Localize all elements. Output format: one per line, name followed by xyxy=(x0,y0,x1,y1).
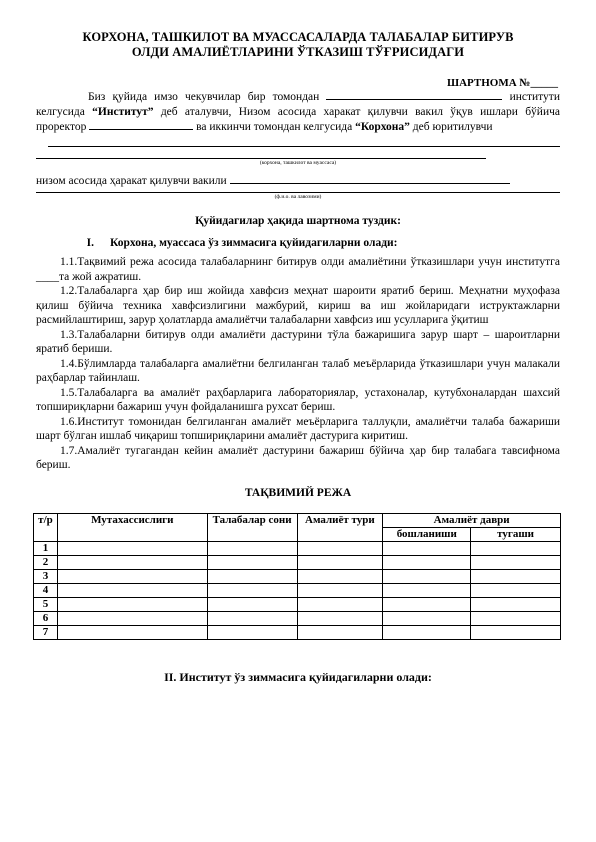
cell[interactable] xyxy=(383,583,471,597)
cell[interactable] xyxy=(207,569,297,583)
header-count: Талабалар сони xyxy=(207,513,297,541)
cell[interactable] xyxy=(471,569,561,583)
header-specialty: Мутахассислиги xyxy=(57,513,207,541)
cell[interactable] xyxy=(297,555,383,569)
table-row xyxy=(34,611,561,625)
agreement-heading: Қуйидагилар ҳақида шартнома туздик: xyxy=(195,215,401,227)
cell[interactable] xyxy=(297,541,383,555)
cell[interactable] xyxy=(297,625,383,639)
name-caption: (ф.и.о. ва лавозими) xyxy=(274,194,322,200)
representative-line xyxy=(36,173,560,189)
header-end: тугаши xyxy=(471,527,561,541)
cell[interactable] xyxy=(57,597,207,611)
cell[interactable] xyxy=(297,583,383,597)
section-1-item: 1.4.Бўлимларда талабаларга амалиётни белгиланган талаб меъёрларида ўтказишлари учун малакали раҳбарлар тайинлаш. xyxy=(36,357,560,384)
org-name-line-2[interactable] xyxy=(36,147,486,159)
representative-blank[interactable] xyxy=(230,173,510,184)
section-1-number: I. xyxy=(86,237,94,249)
table-row xyxy=(34,625,561,639)
intro-text-2: институти келгусида xyxy=(36,91,560,118)
cell[interactable] xyxy=(207,611,297,625)
institute-term: “Институт” xyxy=(92,105,154,118)
cell[interactable] xyxy=(297,597,383,611)
row-number: 2 xyxy=(34,555,58,569)
row-number: 7 xyxy=(34,625,58,639)
cell[interactable] xyxy=(207,597,297,611)
section-1-title: Корхона, муассаса ўз зиммасига қуйидагиларни олади: xyxy=(110,237,398,249)
cell[interactable] xyxy=(207,625,297,639)
cell[interactable] xyxy=(383,625,471,639)
intro-text-1: Биз қуйида имзо чекувчилар бир томондан xyxy=(88,91,320,103)
cell[interactable] xyxy=(57,625,207,639)
row-number: 4 xyxy=(34,583,58,597)
row-number: 5 xyxy=(34,597,58,611)
intro-paragraph xyxy=(36,89,560,135)
title-line-2: ОЛДИ АМАЛИЁТЛАРИНИ ЎТКАЗИШ ТЎҒРИСИДАГИ xyxy=(131,45,465,59)
cell[interactable] xyxy=(57,555,207,569)
cell[interactable] xyxy=(207,583,297,597)
cell[interactable] xyxy=(471,583,561,597)
section-1-heading xyxy=(36,237,560,249)
contract-number: ШАРТНОМА №_____ xyxy=(447,77,558,89)
cell[interactable] xyxy=(383,611,471,625)
row-number: 3 xyxy=(34,569,58,583)
intro-text-3: деб аталувчи, Низом асосида харакат қилувчи вакил ўқув ишлари бўйича проректор xyxy=(36,105,560,133)
company-term: “Корхона” xyxy=(355,121,410,133)
cell[interactable] xyxy=(297,611,383,625)
cell[interactable] xyxy=(471,611,561,625)
section-1-item: 1.3.Талабаларни битирув олди амалиёти дастурини тўла бажаришига зарур шарт – шароитларни яратиб бериши. xyxy=(36,328,560,355)
header-start: бошланиши xyxy=(383,527,471,541)
document-page xyxy=(36,30,560,685)
section-2-heading: II. Институт ўз зиммасига қуйидагиларни олади: xyxy=(164,669,432,684)
row-number: 1 xyxy=(34,541,58,555)
table-row xyxy=(34,541,561,555)
org-name-line-1[interactable] xyxy=(48,135,560,147)
prorector-name-blank[interactable] xyxy=(89,119,193,130)
intro-text-5: деб юритилувчи xyxy=(412,121,493,133)
table-row xyxy=(34,597,561,611)
cell[interactable] xyxy=(383,569,471,583)
cell[interactable] xyxy=(57,569,207,583)
institute-name-blank[interactable] xyxy=(326,89,502,100)
header-type: Амалиёт тури xyxy=(297,513,383,541)
header-period: Амалиёт даври xyxy=(383,513,561,527)
org-caption: (корхона, ташкилот ва муассаса) xyxy=(259,159,337,166)
section-1-item: 1.5.Талабаларга ва амалиёт раҳбарларига лабораториялар, устахоналар, кутубхоналардан шахсий топшириқларни бажариш учун фойдаланишга рухсат бериш. xyxy=(36,386,560,413)
cell[interactable] xyxy=(471,541,561,555)
section-1-item: 1.1.Тақвимий режа асосида талабаларнинг битирув олди амалиётини ўтказишлари учун институтга ____та жой ажратиш. xyxy=(36,256,560,283)
cell[interactable] xyxy=(471,555,561,569)
cell[interactable] xyxy=(471,625,561,639)
representative-text: низом асосида ҳаракат қилувчи вакили xyxy=(36,174,227,187)
section-1-item: 1.6.Институт томонидан белгиланган амалиёт меъёрларига таллуқли, амалиётчи талаба бажариши шарт бўлган ишлаб чиқариш топшириқларини амалиёт дастурига киритиш. xyxy=(36,415,560,442)
cell[interactable] xyxy=(297,569,383,583)
cell[interactable] xyxy=(57,541,207,555)
schedule-table xyxy=(33,513,561,640)
table-row xyxy=(34,555,561,569)
cell[interactable] xyxy=(57,583,207,597)
section-1-items xyxy=(36,255,560,473)
cell[interactable] xyxy=(207,555,297,569)
cell[interactable] xyxy=(383,597,471,611)
schedule-title: ТАҚВИМИЙ РЕЖА xyxy=(244,486,352,499)
section-1-item: 1.2.Талабаларга ҳар бир иш жойида хавфсиз меҳнат шароити яратиб бериш. Меҳнатни муҳофаза қилиш бўйича техника хавфсизлигини мажбурий, кириш ва иш жойларидаги иструктажларни расмийлаштириш, зарур ҳолатларда амалиётчи талабаларни хавфсиз иш усулларига ўқитиш xyxy=(36,285,560,326)
cell[interactable] xyxy=(383,555,471,569)
table-row xyxy=(34,583,561,597)
cell[interactable] xyxy=(471,597,561,611)
title-line-1: КОРХОНА, ТАШКИЛОТ ВА МУАССАСАЛАРДА ТАЛАБАЛАР БИТИРУВ xyxy=(82,30,514,44)
intro-text-4: ва иккинчи томондан келгусида xyxy=(196,121,353,133)
table-row xyxy=(34,569,561,583)
section-1-item: 1.7.Амалиёт тугагандан кейин амалиёт дастурини бажариш бўйича ҳар бир талабага тавсифнома бериш. xyxy=(36,444,560,471)
cell[interactable] xyxy=(207,541,297,555)
cell[interactable] xyxy=(383,541,471,555)
row-number: 6 xyxy=(34,611,58,625)
cell[interactable] xyxy=(57,611,207,625)
document-title xyxy=(36,30,560,60)
header-no: т/р xyxy=(34,513,58,541)
